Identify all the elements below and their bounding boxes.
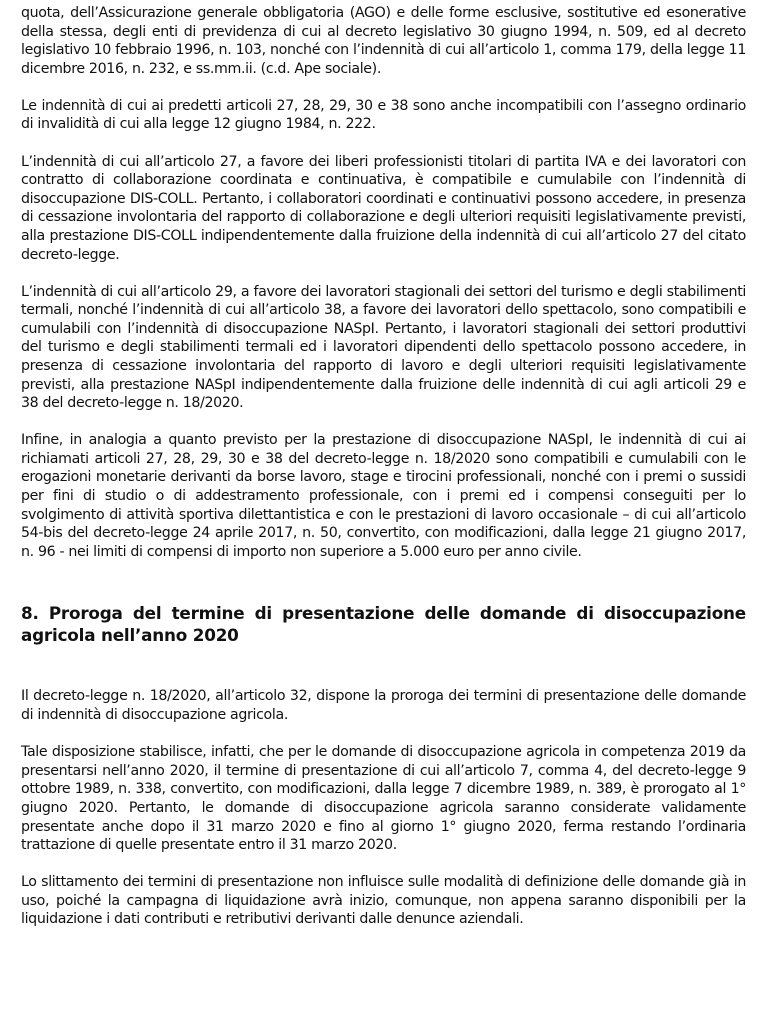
paragraph-ago-incompatibility: quota, dell’Assicurazione generale obbligatoria (AGO) e delle forme esclusive, sostitutive ed esonerative della stessa, degli enti di previdenza di cui al decreto legislativo 30 giugno 1994, n. 509, ed al decreto legislativo 10 febbraio 1996, n. 103, nonché con l’indennità di cui all’articolo 1, comma 179, della legge 11 dicembre 2016, n. 232, e ss.mm.ii. (c.d. Ape sociale). bbox=[21, 5, 746, 77]
paragraph-cumulability: Infine, in analogia a quanto previsto per la prestazione di disoccupazione NASpI, le indennità di cui ai richiamati articoli 27, 28, 29, 30 e 38 del decreto-legge n. 18/2020 sono compatibili e cumulabili con le erogazioni monetarie derivanti da borse lavoro, stage e tirocini professionali, nonché con i premi o sussidi per fini di studio o di addestramento professionale, con i premi ed i compensi conseguiti per lo svolgimento di attività sportiva dilettantistica e con le prestazioni di lavoro occasionale – di cui all’articolo 54-bis del decreto-legge 24 aprile 2017, n. 50, convertito, con modificazioni, dalla legge 21 giugno 2017, n. 96 - nei limiti di compensi di importo non superiore a 5.000 euro per anno civile. bbox=[21, 432, 746, 560]
paragraph-article-32: Il decreto-legge n. 18/2020, all’articolo 32, dispone la proroga dei termini di presentazione delle domande di indennità di disoccupazione agricola. bbox=[21, 688, 746, 724]
paragraph-article-27-dis-coll: L’indennità di cui all’articolo 27, a favore dei liberi professionisti titolari di partita IVA e dei lavoratori con contratto di collaborazione coordinata e continuativa, è compatibile e cumulabile con l’indennità di disoccupazione DIS-COLL. Pertanto, i collaboratori coordinati e continuativi possono accedere, in presenza di cessazione involontaria del rapporto di collaborazione e degli ulteriori requisiti legislativamente previsti, alla prestazione DIS-COLL indipendentemente dalla fruizione della indennità di cui all’articolo 27 del citato decreto-legge. bbox=[21, 153, 746, 263]
paragraph-liquidation-campaign: Lo slittamento dei termini di presentazione non influisce sulle modalità di definizione delle domande già in uso, poiché la campagna di liquidazione avrà inizio, comunque, non appena saranno disponibili per la liquidazione i dati contributi e retributivi derivanti dalle denunce aziendali. bbox=[21, 874, 746, 928]
section-heading-8: 8. Proroga del termine di presentazione delle domande di disoccupazione agricola nell’anno 2020 bbox=[21, 603, 746, 646]
paragraph-deadline-extension: Tale disposizione stabilisce, infatti, che per le domande di disoccupazione agricola in competenza 2019 da presentarsi nell’anno 2020, il termine di presentazione di cui all’articolo 7, comma 4, del decreto-legge 9 ottobre 1989, n. 338, convertito, con modificazioni, dalla legge 7 dicembre 1989, n. 389, è prorogato al 1° giugno 2020. Pertanto, le domande di disoccupazione agricola saranno considerate validamente presentate anche dopo il 31 marzo 2020 e fino al giorno 1° giugno 2020, ferma restando l’ordinaria trattazione di quelle presentate entro il 31 marzo 2020. bbox=[21, 744, 746, 854]
paragraph-invalidity-incompatibility: Le indennità di cui ai predetti articoli 27, 28, 29, 30 e 38 sono anche incompatibili con l’assegno ordinario di invalidità di cui alla legge 12 giugno 1984, n. 222. bbox=[21, 97, 746, 133]
paragraph-article-29-38-naspi: L’indennità di cui all’articolo 29, a favore dei lavoratori stagionali dei settori del turismo e degli stabilimenti termali, nonché l’indennità di cui all’articolo 38, a favore dei lavoratori dello spettacolo, sono compatibili e cumulabili con l’indennità di disoccupazione NASpI. Pertanto, i lavoratori stagionali dei settori produttivi del turismo e degli stabilimenti termali ed i lavoratori dipendenti dello spettacolo possono accedere, in presenza di cessazione involontaria del rapporto di lavoro e degli ulteriori requisiti legislativamente previsti, alla prestazione NASpI indipendentemente dalla fruizione delle indennità di cui agli articoli 29 e 38 del decreto-legge n. 18/2020. bbox=[21, 283, 746, 412]
document-page bbox=[21, 4, 746, 947]
